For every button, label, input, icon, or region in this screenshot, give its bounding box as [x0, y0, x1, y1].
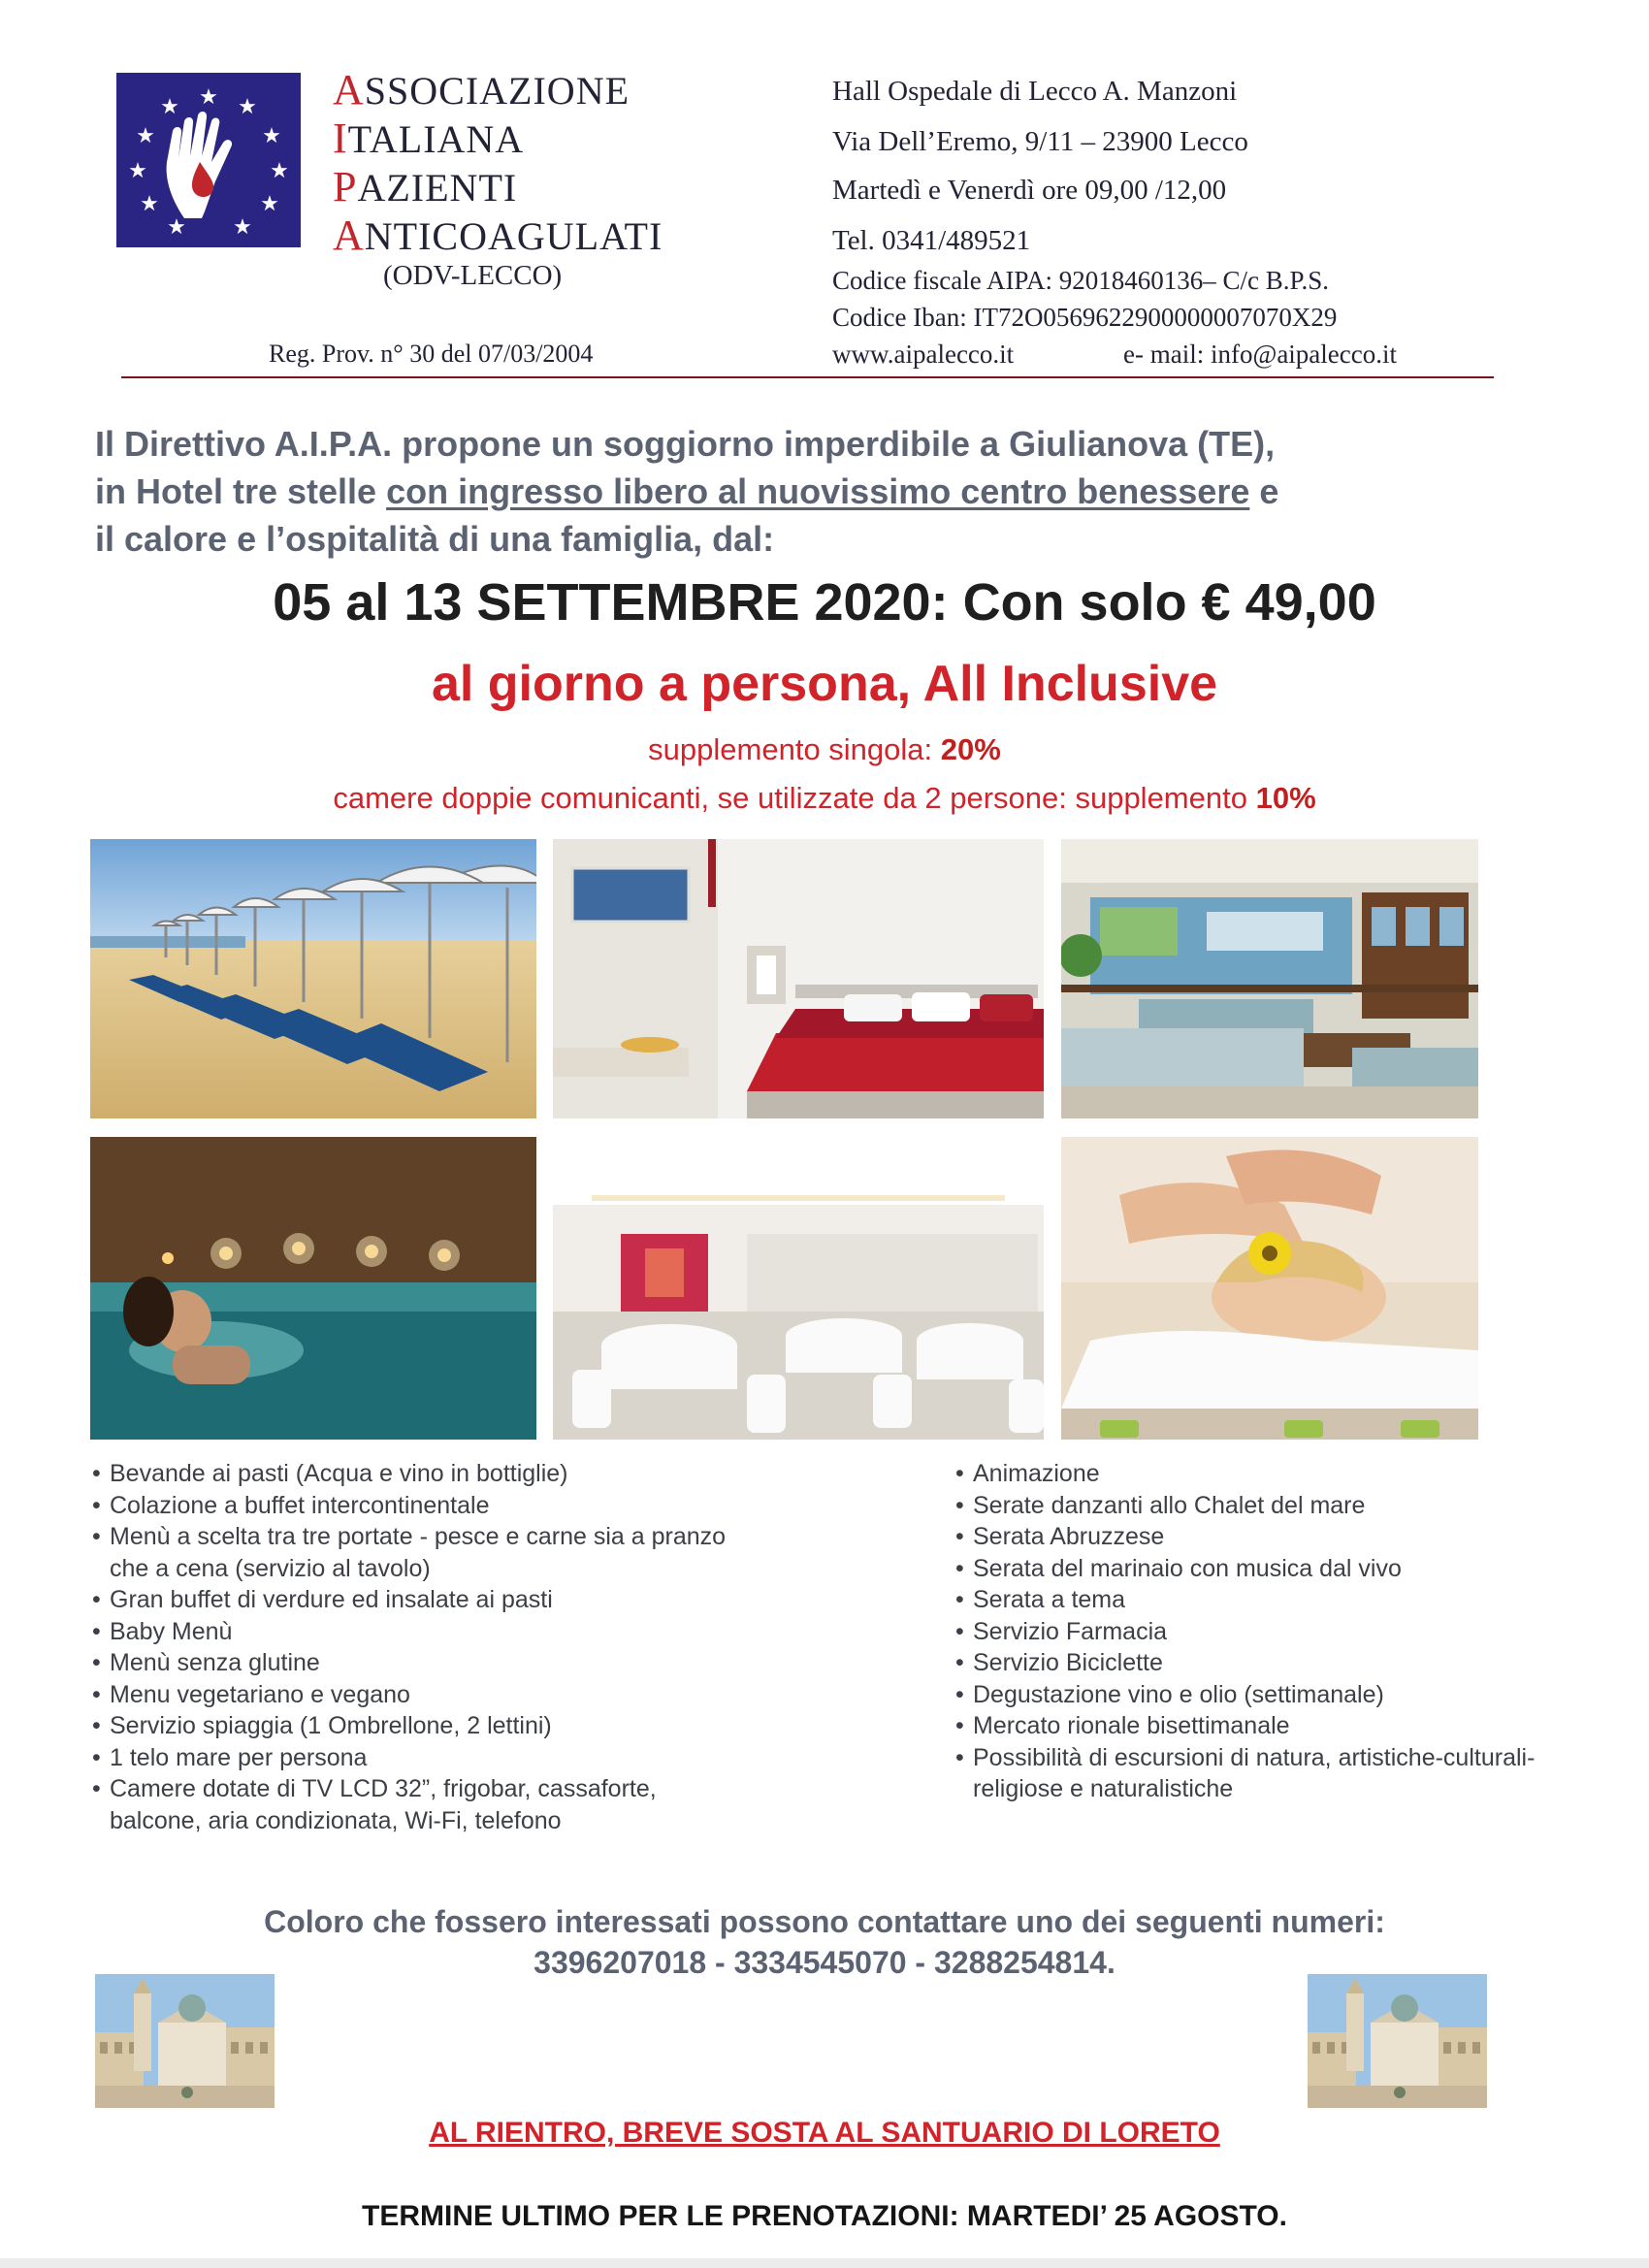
beach-umbrellas-photo [90, 839, 536, 1118]
hotel-lounge-photo [1061, 839, 1478, 1118]
svg-text:★: ★ [160, 95, 179, 119]
org-name-line-4: ANTICOAGULATI [333, 211, 663, 259]
list-item: • 1 telo mare per persona [92, 1742, 752, 1774]
website-link[interactable]: www.aipalecco.it [832, 340, 1015, 369]
contact-iban: Codice Iban: IT72O0569622900000007070X29 [832, 303, 1338, 332]
intro-line-1: Il Direttivo A.I.P.A. propone un soggiorno imperdibile a Giulianova (TE), [95, 424, 1276, 464]
contact-address-street: Via Dell’Eremo, 9/11 – 23900 Lecco [832, 126, 1248, 157]
list-item: • Serata del marinaio con musica dal vivo [955, 1553, 1537, 1585]
list-item: • Possibilità di escursioni di natura, artistiche-culturali-religiose e naturalistiche [955, 1742, 1537, 1805]
contact-fiscal-code: Codice fiscale AIPA: 92018460136– C/c B.P.S. [832, 266, 1330, 295]
org-name-line-3: PAZIENTI [333, 163, 518, 211]
loreto-sanctuary-photo-right [1308, 1974, 1487, 2108]
restaurant-dining-room-photo [553, 1137, 1044, 1440]
services-list-right [955, 1458, 1537, 1805]
email-link[interactable]: e- mail: info@aipalecco.it [1123, 340, 1397, 369]
svg-text:★: ★ [199, 85, 218, 110]
hotel-bedroom-photo [553, 839, 1044, 1118]
registration-number: Reg. Prov. n° 30 del 07/03/2004 [269, 340, 594, 368]
org-name-line-2: ITALIANA [333, 114, 525, 162]
list-item: • Servizio spiaggia (1 Ombrellone, 2 lettini) [92, 1710, 752, 1742]
list-item: • Bevande ai pasti (Acqua e vino in bottiglie) [92, 1458, 752, 1490]
list-item: • Camere dotate di TV LCD 32”, frigobar, cassaforte, balcone, aria condizionata, Wi-Fi, telefono [92, 1773, 752, 1836]
org-subtitle: (ODV-LECCO) [383, 260, 563, 291]
contact-phone: Tel. 0341/489521 [832, 225, 1031, 256]
svg-text:★: ★ [262, 124, 281, 148]
massage-spa-photo [1061, 1137, 1478, 1440]
list-item: • Serate danzanti allo Chalet del mare [955, 1490, 1537, 1522]
list-item: • Menù a scelta tra tre portate - pesce e carne sia a pranzo che a cena (servizio al tavolo) [92, 1521, 752, 1584]
loreto-sanctuary-photo-left [95, 1974, 275, 2108]
svg-text:★: ★ [270, 159, 289, 183]
list-item: • Serata a tema [955, 1584, 1537, 1616]
list-item: • Degustazione vino e olio (settimanale) [955, 1679, 1537, 1711]
stay-dates-price: 05 al 13 SETTEMBRE 2020: Con solo € 49,00 [273, 573, 1376, 632]
booking-deadline: TERMINE ULTIMO PER LE PRENOTAZIONI: MARTEDI’ 25 AGOSTO. [362, 2200, 1287, 2232]
list-item: • Serata Abruzzese [955, 1521, 1537, 1553]
contact-instructions: Coloro che fossero interessati possono contattare uno dei seguenti numeri: [264, 1904, 1385, 1939]
list-item: • Menù senza glutine [92, 1647, 752, 1679]
svg-text:★: ★ [136, 124, 155, 148]
contact-opening-hours: Martedì e Venerdì ore 09,00 /12,00 [832, 175, 1227, 206]
single-supplement: supplemento singola: 20% [648, 732, 1001, 766]
svg-text:★: ★ [238, 95, 257, 119]
list-item: • Mercato rionale bisettimanale [955, 1710, 1537, 1742]
list-item: • Servizio Biciclette [955, 1647, 1537, 1679]
list-item: • Servizio Farmacia [955, 1616, 1537, 1648]
intro-line-2: in Hotel tre stelle con ingresso libero al nuovissimo centro benessere e [95, 471, 1279, 511]
double-room-supplement: camere doppie comunicanti, se utilizzate da 2 persone: supplemento 10% [333, 781, 1316, 815]
wellness-center-highlight: con ingresso libero al nuovissimo centro benessere [386, 471, 1250, 511]
list-item: • Colazione a buffet intercontinentale [92, 1490, 752, 1522]
list-item: • Gran buffet di verdure ed insalate ai pasti [92, 1584, 752, 1616]
list-item: • Menu vegetariano e vegano [92, 1679, 752, 1711]
contact-phone-numbers: 3396207018 - 3334545070 - 3288254814. [534, 1945, 1116, 1980]
spa-pool-photo [90, 1137, 536, 1440]
org-name-line-1: ASSOCIAZIONE [333, 66, 630, 113]
contact-address-hall: Hall Ospedale di Lecco A. Manzoni [832, 76, 1238, 107]
list-item: • Animazione [955, 1458, 1537, 1490]
loreto-stop-notice: AL RIENTRO, BREVE SOSTA AL SANTUARIO DI LORETO [429, 2117, 1220, 2149]
svg-text:★: ★ [233, 215, 252, 240]
list-item: • Baby Menù [92, 1616, 752, 1648]
svg-text:★: ★ [167, 215, 186, 240]
svg-text:★: ★ [128, 159, 147, 183]
per-person-all-inclusive: al giorno a persona, All Inclusive [431, 656, 1218, 712]
svg-text:★: ★ [140, 192, 159, 216]
association-logo [116, 73, 301, 247]
scan-bottom-edge [0, 2258, 1649, 2268]
svg-text:★: ★ [260, 192, 279, 216]
header-divider [121, 376, 1494, 378]
intro-line-3: il calore e l’ospitalità di una famiglia, dal: [95, 519, 775, 559]
services-list-left [92, 1458, 752, 1836]
